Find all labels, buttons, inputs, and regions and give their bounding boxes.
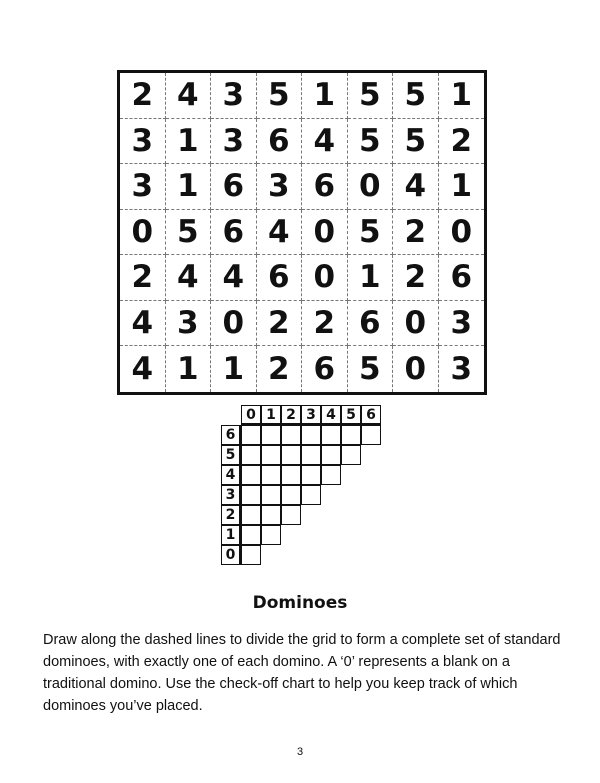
- grid-cell[interactable]: 4: [120, 346, 166, 392]
- checkoff-cell[interactable]: [241, 485, 261, 505]
- checkoff-cell[interactable]: [281, 465, 301, 485]
- checkoff-column-label: 6: [361, 405, 381, 425]
- checkoff-cell[interactable]: [261, 485, 281, 505]
- checkoff-cell[interactable]: [241, 465, 261, 485]
- checkoff-row-label: 5: [221, 445, 241, 465]
- grid-cell[interactable]: 1: [348, 255, 394, 301]
- grid-cell[interactable]: 5: [348, 119, 394, 165]
- grid-cell[interactable]: 1: [439, 164, 485, 210]
- grid-cell[interactable]: 6: [348, 301, 394, 347]
- grid-cell[interactable]: 3: [439, 301, 485, 347]
- grid-cell[interactable]: 6: [302, 164, 348, 210]
- checkoff-row-label: 1: [221, 525, 241, 545]
- checkoff-row-label: 3: [221, 485, 241, 505]
- grid-cell[interactable]: 2: [393, 210, 439, 256]
- grid-cell[interactable]: 1: [166, 346, 212, 392]
- grid-cell[interactable]: 4: [166, 255, 212, 301]
- grid-cell[interactable]: 3: [120, 164, 166, 210]
- grid-cell[interactable]: 4: [120, 301, 166, 347]
- grid-cell[interactable]: 2: [257, 346, 303, 392]
- grid-cell[interactable]: 1: [302, 73, 348, 119]
- grid-cell[interactable]: 5: [393, 119, 439, 165]
- checkoff-row-label: 2: [221, 505, 241, 525]
- grid-cell[interactable]: 0: [393, 346, 439, 392]
- grid-cell[interactable]: 3: [211, 119, 257, 165]
- checkoff-cell[interactable]: [281, 485, 301, 505]
- grid-cell[interactable]: 0: [211, 301, 257, 347]
- checkoff-column-label: 5: [341, 405, 361, 425]
- checkoff-cell[interactable]: [341, 425, 361, 445]
- checkoff-cell[interactable]: [361, 425, 381, 445]
- checkoff-column-label: 3: [301, 405, 321, 425]
- grid-cell[interactable]: 0: [302, 255, 348, 301]
- checkoff-cell[interactable]: [281, 505, 301, 525]
- grid-cell[interactable]: 2: [257, 301, 303, 347]
- checkoff-column-label: 4: [321, 405, 341, 425]
- grid-cell[interactable]: 5: [257, 73, 303, 119]
- checkoff-column-label: 0: [241, 405, 261, 425]
- instructions-text: Draw along the dashed lines to divide the grid to form a complete set of standard dominoes, with exactly one of each domino. A ‘0’ represents a blank on a traditional domino. Use the check-off chart to help you keep track of which dominoes you’ve placed.: [43, 632, 561, 714]
- grid-cell[interactable]: 6: [257, 119, 303, 165]
- checkoff-cell[interactable]: [301, 485, 321, 505]
- grid-cell[interactable]: 1: [439, 73, 485, 119]
- checkoff-cell[interactable]: [241, 445, 261, 465]
- grid-cell[interactable]: 4: [257, 210, 303, 256]
- checkoff-row-label: 0: [221, 545, 241, 565]
- grid-cell[interactable]: 2: [302, 301, 348, 347]
- grid-cell[interactable]: 1: [166, 164, 212, 210]
- grid-cell[interactable]: 5: [393, 73, 439, 119]
- grid-cell[interactable]: 5: [166, 210, 212, 256]
- grid-cell[interactable]: 3: [166, 301, 212, 347]
- checkoff-cell[interactable]: [281, 425, 301, 445]
- grid-cell[interactable]: 4: [166, 73, 212, 119]
- checkoff-cell[interactable]: [241, 545, 261, 565]
- grid-cell[interactable]: 6: [302, 346, 348, 392]
- checkoff-cell[interactable]: [301, 445, 321, 465]
- checkoff-column-label: 1: [261, 405, 281, 425]
- checkoff-cell[interactable]: [261, 465, 281, 485]
- grid-cell[interactable]: 0: [302, 210, 348, 256]
- checkoff-cell[interactable]: [261, 445, 281, 465]
- checkoff-cell[interactable]: [321, 465, 341, 485]
- grid-cell[interactable]: 2: [120, 255, 166, 301]
- grid-cell[interactable]: 1: [166, 119, 212, 165]
- checkoff-cell[interactable]: [281, 445, 301, 465]
- grid-cell[interactable]: 6: [211, 164, 257, 210]
- grid-cell[interactable]: 3: [450, 350, 473, 387]
- checkoff-cell[interactable]: [321, 445, 341, 465]
- checkoff-cell[interactable]: [261, 425, 281, 445]
- puzzle-grid: [117, 70, 487, 395]
- grid-cell[interactable]: 2: [393, 255, 439, 301]
- checkoff-cell[interactable]: [301, 425, 321, 445]
- grid-cell[interactable]: 2: [439, 119, 485, 165]
- page-number: 3: [296, 746, 304, 758]
- grid-cell[interactable]: 6: [211, 210, 257, 256]
- grid-cell[interactable]: 5: [348, 73, 394, 119]
- grid-cell[interactable]: 2: [120, 73, 166, 119]
- grid-cell[interactable]: 3: [211, 73, 257, 119]
- grid-cell[interactable]: 4: [211, 255, 257, 301]
- puzzle-title: Dominoes: [252, 593, 348, 613]
- grid-cell[interactable]: 1: [211, 346, 257, 392]
- checkoff-row-label: 4: [221, 465, 241, 485]
- checkoff-cell[interactable]: [341, 445, 361, 465]
- grid-cell[interactable]: 0: [120, 210, 166, 256]
- checkoff-column-label: 2: [281, 405, 301, 425]
- grid-cell[interactable]: 3: [120, 119, 166, 165]
- grid-cell[interactable]: 5: [348, 210, 394, 256]
- checkoff-cell[interactable]: [241, 505, 261, 525]
- checkoff-row-label: 6: [221, 425, 241, 445]
- grid-cell[interactable]: 6: [257, 255, 303, 301]
- grid-cell[interactable]: 0: [348, 164, 394, 210]
- grid-cell[interactable]: 0: [439, 210, 485, 256]
- checkoff-cell[interactable]: [261, 505, 281, 525]
- checkoff-cell[interactable]: [301, 465, 321, 485]
- grid-cell[interactable]: 4: [393, 164, 439, 210]
- checkoff-cell[interactable]: [241, 525, 261, 545]
- grid-cell[interactable]: 3: [257, 164, 303, 210]
- grid-cell[interactable]: 6: [439, 255, 485, 301]
- checkoff-cell[interactable]: [261, 525, 281, 545]
- grid-cell[interactable]: 0: [393, 301, 439, 347]
- checkoff-cell[interactable]: [241, 425, 261, 445]
- grid-cell[interactable]: 5: [348, 346, 394, 392]
- checkoff-cell[interactable]: [321, 425, 341, 445]
- grid-cell[interactable]: 4: [302, 119, 348, 165]
